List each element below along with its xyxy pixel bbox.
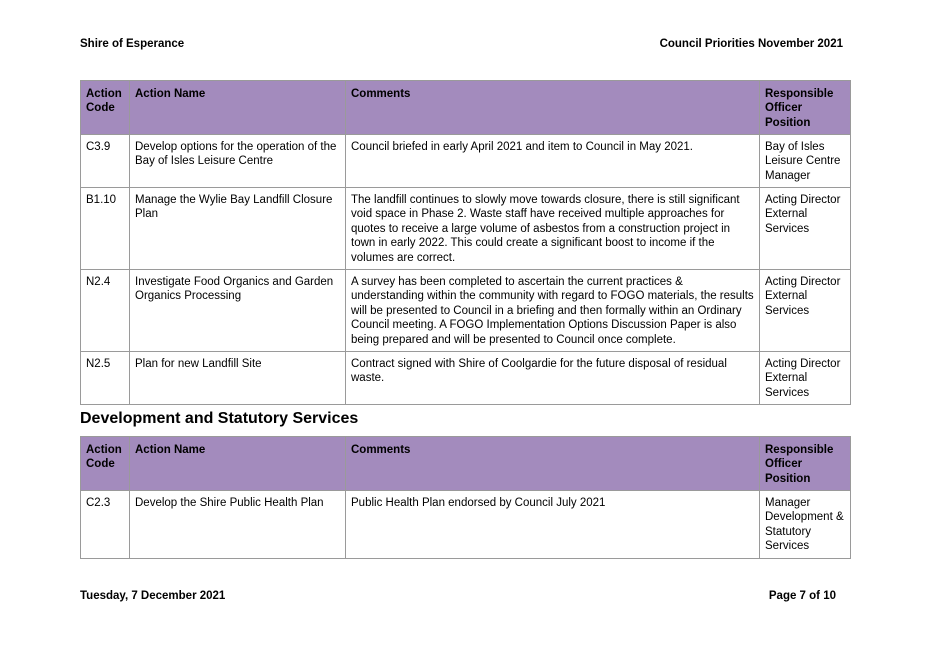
table-row [81,270,851,352]
action-code-cell: B1.10 [81,188,130,270]
action-code-cell: C2.3 [81,491,130,559]
table-row [81,135,851,188]
column-header-comments: Comments [346,81,760,135]
action-name-cell: Plan for new Landfill Site [130,352,346,405]
comments-cell: Council briefed in early April 2021 and item to Council in May 2021. [346,135,760,188]
responsible-officer-cell: Acting Director External Services [760,270,851,352]
table-header-row [81,81,851,135]
page-header [80,38,843,50]
column-header-action-name: Action Name [130,81,346,135]
table-row [81,188,851,270]
comments-cell: The landfill continues to slowly move towards closure, there is still significant void space in Phase 2. Waste staff have received multiple approaches for quotes to receive a large volume of asbestos from a construction project in town in early 2022. This could create a significant boost to income if the volumes are correct. [346,188,760,270]
table-row [81,491,851,559]
column-header-responsible-officer: Responsible Officer Position [760,81,851,135]
responsible-officer-cell: Manager Development & Statutory Services [760,491,851,559]
column-header-comments: Comments [346,437,760,491]
action-code-cell: C3.9 [81,135,130,188]
action-code-cell: N2.4 [81,270,130,352]
comments-cell: Contract signed with Shire of Coolgardie for the future disposal of residual waste. [346,352,760,405]
document-title: Council Priorities November 2021 [659,38,843,50]
action-name-cell: Manage the Wylie Bay Landfill Closure Plan [130,188,346,270]
priorities-table-external-services [80,80,851,405]
responsible-officer-cell: Bay of Isles Leisure Centre Manager [760,135,851,188]
page-number: Page 7 of 10 [768,590,836,602]
column-header-action-code: Action Code [81,437,130,491]
action-name-cell: Develop the Shire Public Health Plan [130,491,346,559]
section-heading: Development and Statutory Services [80,410,359,427]
column-header-action-name: Action Name [130,437,346,491]
table-row [81,352,851,405]
column-header-responsible-officer: Responsible Officer Position [760,437,851,491]
priorities-table-development-statutory [80,436,851,559]
footer-date: Tuesday, 7 December 2021 [80,590,226,602]
comments-cell: Public Health Plan endorsed by Council July 2021 [346,491,760,559]
responsible-officer-cell: Acting Director External Services [760,188,851,270]
action-code-cell: N2.5 [81,352,130,405]
page-footer [80,590,836,602]
organisation-name: Shire of Esperance [80,38,185,50]
action-name-cell: Investigate Food Organics and Garden Organics Processing [130,270,346,352]
action-name-cell: Develop options for the operation of the Bay of Isles Leisure Centre [130,135,346,188]
table-header-row [81,437,851,491]
comments-cell: A survey has been completed to ascertain the current practices & understanding within the community with regard to FOGO materials, the results will be presented to Council in a briefing and then formally within an Ordinary Council meeting. A FOGO Implementation Options Discussion Paper is also being prepared and will be presented to Council once complete. [346,270,760,352]
column-header-action-code: Action Code [81,81,130,135]
responsible-officer-cell: Acting Director External Services [760,352,851,405]
